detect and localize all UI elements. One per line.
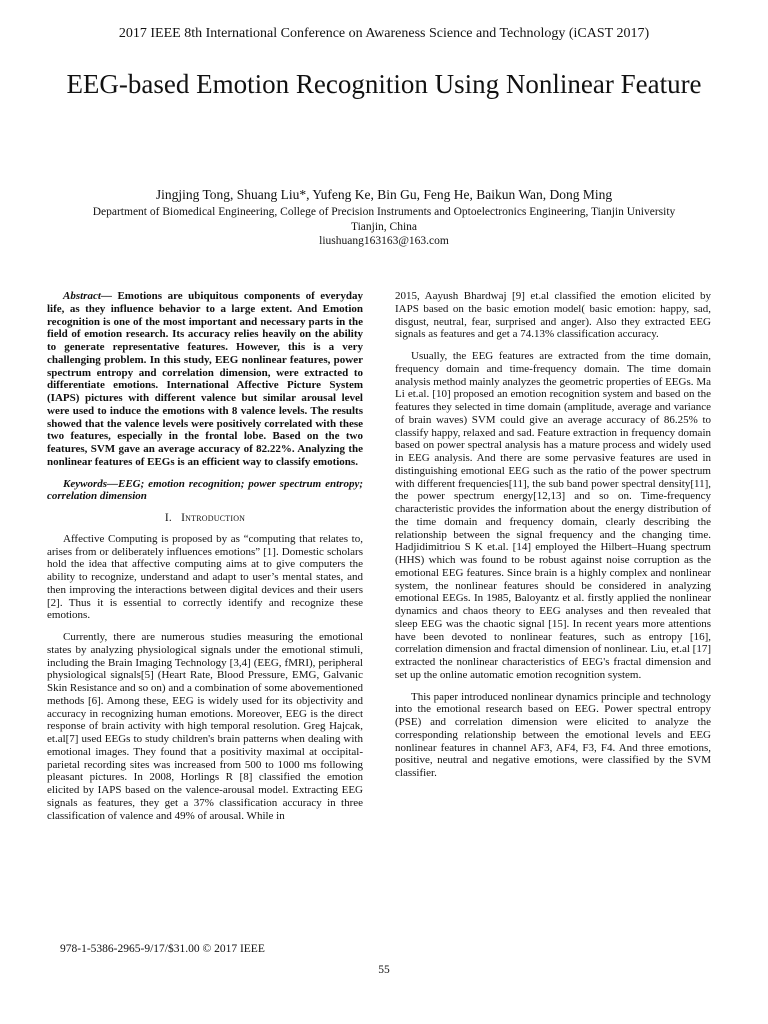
body-paragraph-right-1: 2015, Aayush Bhardwaj [9] et.al classified the emotion elicited by IAPS based on the basic emotion model( basic emotion: happy, sad, disgust, neutral, fear, surprised and anger). Also they extracted EEG signals as features and get a 74.13% classification accuracy. — [395, 290, 711, 341]
body-paragraph-right-2: Usually, the EEG features are extracted from the time domain, frequency domain and time-frequency domain. The time domain analysis method mainly analyzes the geometric properties of EEGs. Ma Li et.al. [10] proposed an emotion recognition system and based on the features they selected in time domain (amplitude, average and variance of brain waves) SVM could give an average accuracy of 86.25% to classify happy, relaxed and sad. Feature extraction in frequency domain based on power spectral analysis has a mature process and widely used in EEG analysis. And there are some pervasive features are used in distinguishing emotional EEG such as the ratio of the power spectrum with different frequencies[11], the sub band power spectral density[11], the power spectrum energy[12,13] and so on. Time-frequency characteristic provides the information about the energy distribution of the time domain and frequency domain, clearly describing the relationship between the signal frequency and the changing time. Hadjidimitriou S K et.al. [14] employed the Hilbert–Huang spectrum (HHS) which was found to be robust against noise corruption as the emotional EEG features. Since brain is a highly complex and nonlinear system, the nonlinear features should be considered in analyzing emotional EEGs. In 1985, Baloyantz et al. firstly applied the nonlinear dynamics and chaos theory to EEG analyses and then revealed that sleep EEG was the chaotic signal [15]. In recent years more attentions have been devoted to nonlinear features, such as entropy [16], correlation dimension and fractal dimension of nonlinear. Liu, et.al [17] extracted the nonlinear characteristics of EEG's fractal dimension and set up the online automatic emotion recognition system. — [395, 350, 711, 681]
body-paragraph-right-3: This paper introduced nonlinear dynamics principle and technology into the emotional research based on EEG. Power spectral entropy (PSE) and correlation dimension were elicited to analyze the corresponding relationship between the emotional levels and EEG nonlinear features in channel AF3, AF4, F3, F4. And three emotions, positive, neutral and negative emotions, were classified by the SVM classifier. — [395, 690, 711, 779]
section-heading-introduction — [47, 512, 363, 525]
section-numeral: I. — [164, 512, 172, 524]
abstract-text: Emotions are ubiquitous components of everyday life, as they influence behavior to a large extent. And Emotion recognition is one of the most important and necessary parts in the field of emotion research. Its accuracy relies heavily on the ability to generate representative features. However, this is a very challenging problem. In this study, EEG nonlinear features, power spectrum entropy and correlation dimension, were extracted to differentiate emotions. International Affective Picture System (IAPS) pictures with different valence but similar arousal level were used to induce the emotions with 8 valence levels. The results showed that the valence levels were positively correlated with these two features, especially in the frontal lobe. Based on the two features, SVM gave an average accuracy of 82.22%. Analyzing the nonlinear features of EEGs is an efficient way to classify emotions. — [47, 290, 364, 468]
page-number: 55 — [378, 964, 390, 976]
abstract-paragraph — [47, 290, 363, 469]
affiliation-department: Department of Biomedical Engineering, College of Precision Instruments and Optoelectronics Engineering, Tianjin University — [92, 206, 676, 218]
author-email: liushuang163163@163.com — [319, 235, 449, 247]
left-column — [47, 290, 363, 831]
author-list: Jingjing Tong, Shuang Liu*, Yufeng Ke, Bin Gu, Feng He, Baikun Wan, Dong Ming — [155, 187, 613, 202]
copyright-notice: 978-1-5386-2965-9/17/$31.00 © 2017 IEEE — [60, 943, 265, 955]
abstract-label: Abstract — [63, 290, 101, 302]
section-title: Introduction — [181, 512, 246, 524]
abstract-dash: — — [100, 290, 118, 302]
affiliation-block — [30, 205, 738, 249]
body-paragraph-left-1: Affective Computing is proposed by as “computing that relates to, arises from or deliberately influences emotions” [1]. Domestic scholars hold the idea that affective computing aims at to give computers the ability to recognize, understand and adapt to user’s mental states, and then improving the interactions between digital devices and their users [2]. Thus it is essential to correctly identify and recognize these emotions. — [47, 532, 363, 622]
keywords-paragraph: Keywords—EEG; emotion recognition; power spectrum entropy; correlation dimension — [47, 477, 363, 503]
affiliation-location: Tianjin, China — [350, 220, 418, 233]
conference-header: 2017 IEEE 8th International Conference on Awareness Science and Technology (iCAST 2017) — [118, 26, 650, 41]
body-paragraph-left-2: Currently, there are numerous studies measuring the emotional states by analyzing physiological signals under the emotional stimuli, including the Brain Imaging Technology [3,4] (EEG, fMRI), peripheral physiological signals[5] (Heart Rate, Blood Pressure, EMG, Galvanic Skin Resistance and so on) and a combination of some abovementioned methods [6]. Among these, EEG is widely used for its objectivity and accuracy in recognizing human emotions. Moreover, EEG is the direct response of brain activity with high temporal resolution. Greg Hajcak, et.al[7] used EEGs to study children's brain patterns when dealing with emotional images. They found that a positivity maximal at occipital-parietal recording sites was increased from 500 to 1000 ms following pleasant pictures. In 2008, Horlings R [8] classified the emotion elicited by IAPS based on the valence-arousal model. Extracting EEG signals as features, they get a 37% classification accuracy in three classification of valence and 49% of arousal. While in — [47, 631, 363, 822]
right-column — [395, 290, 711, 789]
paper-title: EEG-based Emotion Recognition Using Nonlinear Feature — [66, 69, 702, 99]
